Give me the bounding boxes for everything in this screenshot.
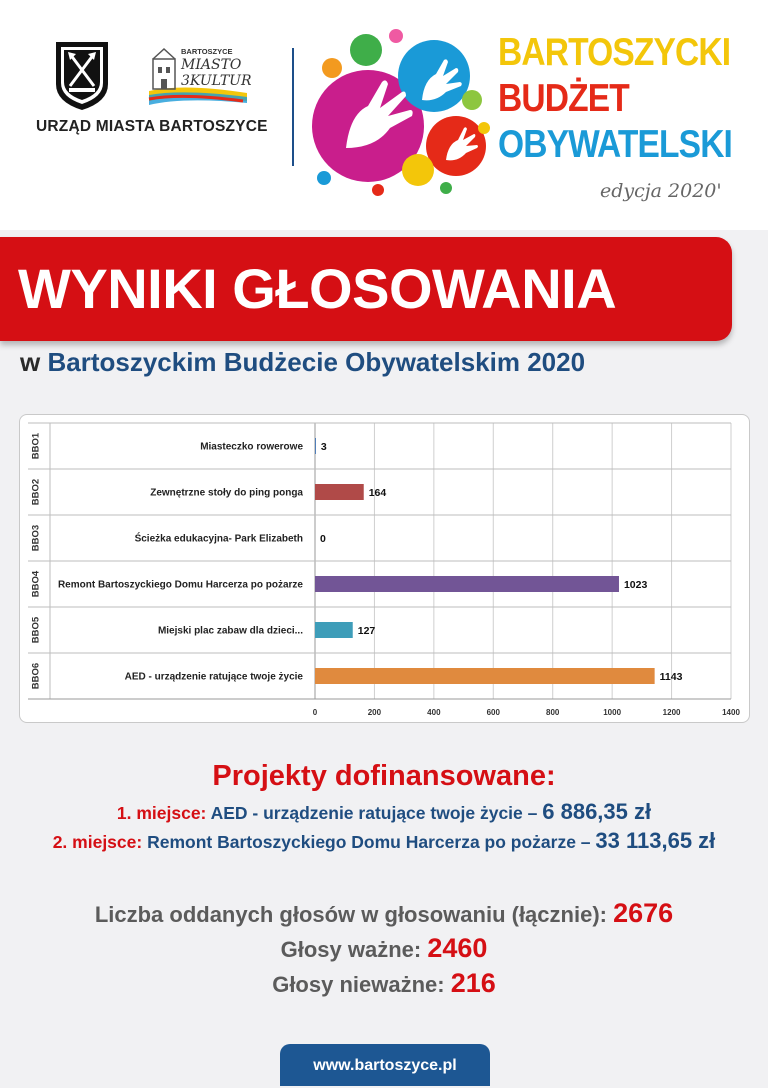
chart-tick-label: 800 — [546, 708, 560, 717]
votes-invalid-label: Głosy nieważne: — [272, 972, 445, 997]
funded-amount: 33 113,65 zł — [595, 828, 716, 853]
banner-subtitle — [20, 347, 585, 378]
results-chart — [19, 414, 750, 723]
chart-bar — [315, 668, 655, 684]
chart-category-label: Zewnętrzne stoły do ping ponga — [150, 487, 303, 499]
results-banner — [0, 237, 732, 341]
chart-category-code: BBO1 — [30, 432, 42, 460]
chart-category-label: Ścieżka edukacyjna- Park Elizabeth — [134, 533, 303, 545]
chart-data-label: 164 — [368, 487, 387, 499]
chart-category-label: Miejski plac zabaw dla dzieci... — [157, 625, 303, 637]
bbo-title-line-1: BARTOSZYCKI — [498, 31, 731, 74]
funded-title: Projekty dofinansowane: — [212, 760, 556, 792]
bbo-title-line-2: BUDŻET — [498, 77, 629, 120]
header-divider — [292, 48, 294, 166]
chart-data-label: 0 — [320, 533, 326, 545]
chart-data-label: 1023 — [623, 579, 648, 591]
bbo-title-line-3: OBYWATELSKI — [498, 123, 733, 166]
chart-bar — [315, 438, 316, 454]
funded-item-1 — [0, 799, 768, 825]
chart-tick-label: 1200 — [662, 708, 681, 717]
chart-tick-label: 1400 — [722, 708, 740, 717]
funded-place: 2. miejsce: — [52, 832, 143, 852]
website-link[interactable]: www.bartoszyce.pl — [280, 1044, 490, 1086]
office-name: URZĄD MIASTA BARTOSZYCE — [36, 118, 268, 135]
chart-tick-label: 1000 — [603, 708, 622, 717]
funded-amount: 6 886,35 zł — [542, 799, 652, 824]
votes-valid-label: Głosy ważne: — [280, 937, 422, 962]
bbo-title — [498, 30, 732, 168]
chart-data-label: 127 — [357, 625, 376, 637]
chart-bar — [315, 484, 364, 500]
edition-label: edycja 2020' — [600, 180, 722, 202]
chart-category-code: BBO2 — [30, 478, 42, 506]
chart-tick-label: 400 — [427, 708, 441, 717]
funded-name: AED - urządzenie ratujące twoje życie – — [210, 803, 538, 823]
city-logo-line-2: MIASTO — [181, 57, 242, 73]
chart-category-label: Miasteczko rowerowe — [200, 441, 303, 453]
banner-title: WYNIKI GŁOSOWANIA — [18, 257, 617, 320]
hands-circles-icon — [306, 28, 492, 198]
votes-invalid-value: 216 — [450, 968, 496, 998]
chart-tick-label: 0 — [312, 708, 318, 717]
funded-name: Remont Bartoszyckiego Domu Harcerza po pożarze – — [147, 832, 591, 852]
chart-category-code: BBO5 — [30, 616, 42, 644]
subtitle-text: Bartoszyckim Budżecie Obywatelskim 2020 — [47, 347, 586, 377]
city-logo-icon — [143, 45, 253, 107]
chart-data-label: 1143 — [659, 671, 683, 683]
votes-invalid — [0, 968, 768, 999]
votes-total — [0, 898, 768, 929]
votes-valid — [0, 933, 768, 964]
chart-bar — [315, 576, 619, 592]
chart-category-label: AED - urządzenie ratujące twoje życie — [124, 671, 303, 683]
chart-category-code: BBO3 — [30, 524, 42, 552]
coat-of-arms-icon — [52, 40, 112, 112]
chart-canvas — [20, 415, 749, 722]
chart-data-label: 3 — [320, 441, 327, 453]
funded-place: 1. miejsce: — [116, 803, 207, 823]
votes-total-label: Liczba oddanych głosów w głosowaniu (łącznie): — [94, 902, 607, 927]
chart-bar — [315, 622, 353, 638]
chart-tick-label: 200 — [367, 708, 382, 717]
funded-item-2 — [0, 828, 768, 854]
votes-valid-value: 2460 — [427, 933, 488, 963]
subtitle-prefix: w — [20, 347, 41, 377]
chart-tick-label: 600 — [486, 708, 500, 717]
chart-category-code: BBO4 — [30, 570, 42, 598]
chart-category-label: Remont Bartoszyckiego Domu Harcerza po pożarze — [57, 579, 303, 591]
chart-category-code: BBO6 — [30, 662, 42, 690]
city-logo-line-1: BARTOSZYCE — [181, 47, 233, 56]
votes-total-value: 2676 — [613, 898, 674, 928]
city-logo-line-3: 3KULTUR — [181, 73, 252, 89]
